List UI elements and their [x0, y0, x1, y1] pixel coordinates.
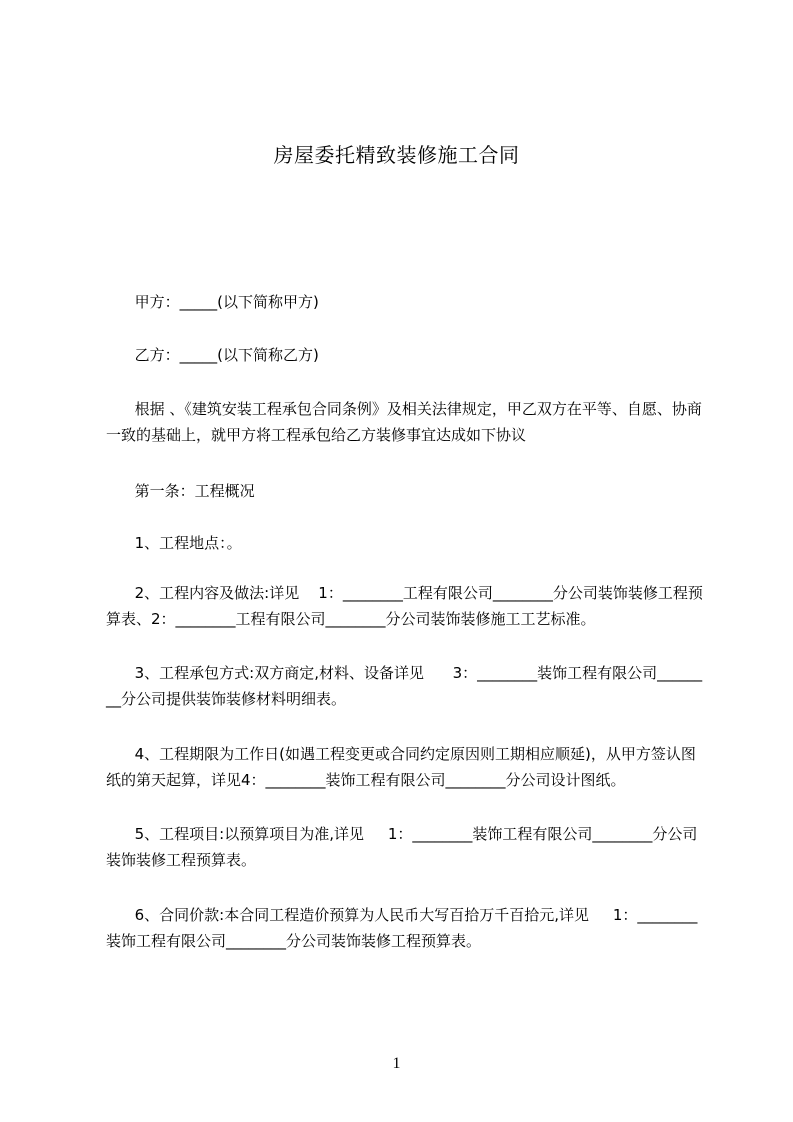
preamble-paragraph: 根据 、《建筑安装工程承包合同条例》及相关法律规定，甲乙双方在平等、自愿、协商一致的基础上，就甲方将工程承包给乙方装修事宜达成如下协议	[106, 400, 702, 444]
article-1-heading: 第一条：工程概况	[106, 482, 255, 500]
clause-6-price: 6、合同价款:本合同工程造价预算为人民币大写百拾万千百拾元,详见 1：________装饰工程有限公司________分公司装饰装修工程预算表。	[106, 906, 698, 950]
document-title: 房屋委托精致装修施工合同	[273, 143, 520, 167]
clause-1-location: 1、工程地点：。	[106, 534, 242, 552]
clause-3-contract-method: 3、工程承包方式:双方商定,材料、设备详见 3：________装饰工程有限公司________分公司提供装饰装修材料明细表。	[106, 664, 703, 708]
clause-4-duration: 4、工程期限为工作日(如遇工程变更或合同约定原因则工期相应顺延)，从甲方签认图纸的第天起算，详见4：________装饰工程有限公司________分公司设计图纸。	[106, 745, 696, 789]
page-number: 1	[392, 1055, 401, 1072]
clause-5-items: 5、工程项目:以预算项目为准,详见 1：________装饰工程有限公司________分公司装饰装修工程预算表。	[106, 825, 698, 869]
party-b-line: 乙方：_____(以下简称乙方)	[106, 346, 319, 364]
party-a-line: 甲方：_____(以下简称甲方)	[106, 293, 319, 311]
clause-2-content: 2、工程内容及做法:详见 1：________工程有限公司________分公司装饰装修工程预算表、2：________工程有限公司________分公司装饰装修施工工艺标准。	[106, 584, 703, 628]
